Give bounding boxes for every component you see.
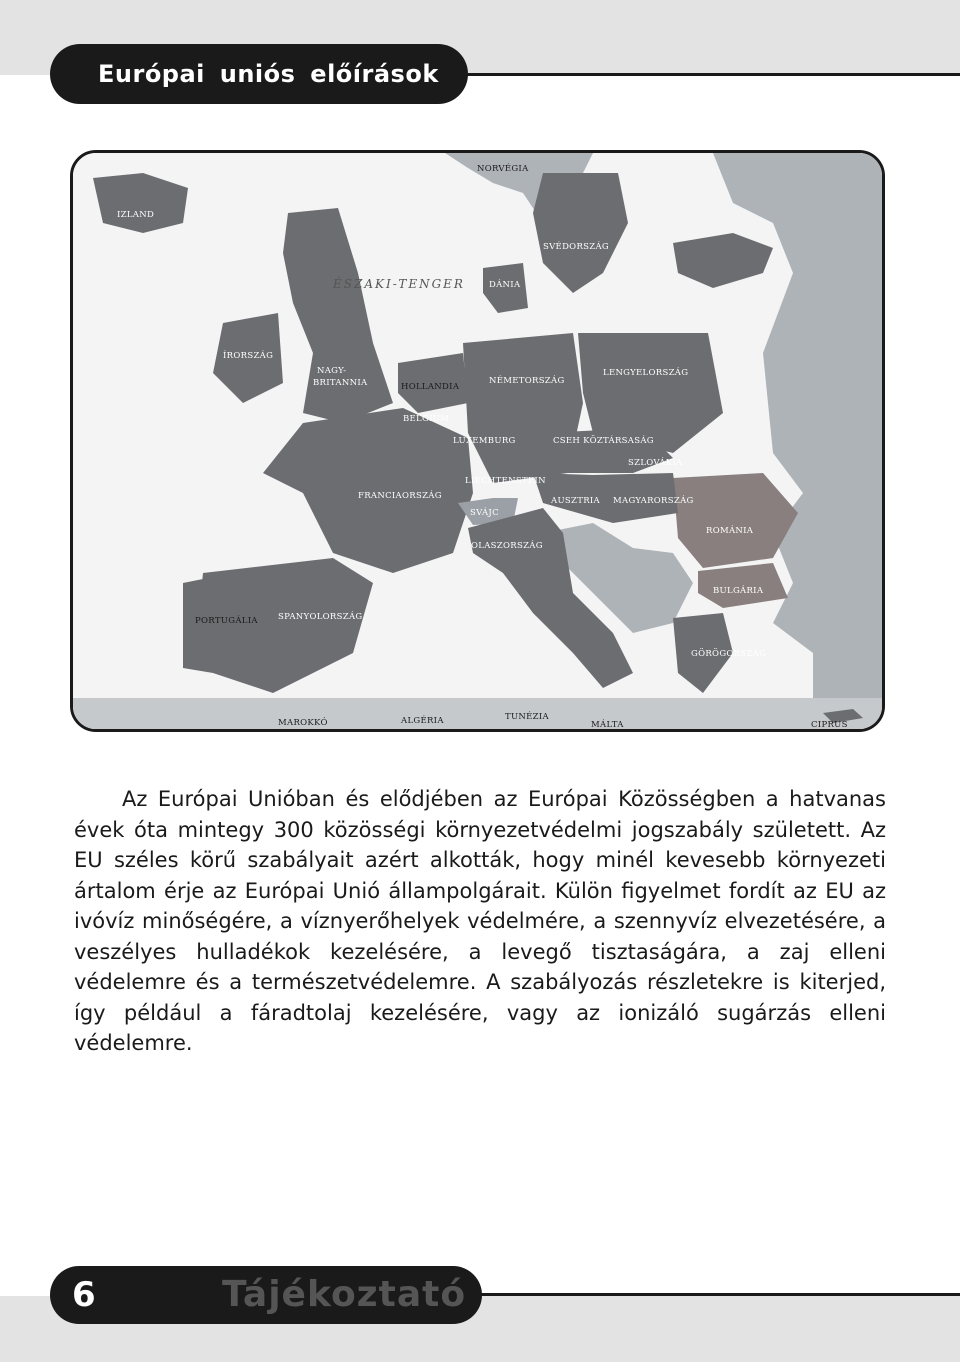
map-label-poland: LENGYELORSZÁG: [603, 368, 689, 378]
map-label-cyprus: CIPRUS: [811, 720, 848, 729]
top-rule: [440, 73, 960, 76]
map-label-france: FRANCIAORSZÁG: [358, 491, 442, 501]
north-africa-shape: [73, 698, 882, 729]
map-label-germany: NÉMETORSZÁG: [489, 376, 565, 386]
map-label-algeria: ALGÉRIA: [401, 716, 444, 726]
page-number: 6: [72, 1275, 96, 1315]
map-label-greece: GÖRÖGORSZÁG: [691, 649, 767, 659]
map-label-great-britain-2: BRITANNIA: [313, 378, 368, 388]
map-label-netherlands: HOLLANDIA: [401, 382, 460, 392]
map-label-sweden: SVÉDORSZÁG: [543, 242, 610, 252]
header-title: Európai uniós előírások: [98, 60, 439, 88]
map-label-italy: OLASZORSZÁG: [471, 541, 543, 551]
bottom-rule: [470, 1293, 960, 1296]
footer-title: Tájékoztató: [222, 1274, 467, 1315]
map-label-romania: ROMÁNIA: [706, 526, 754, 536]
map-label-czech: CSEH KÖZTÁRSASÁG: [553, 436, 654, 446]
map-label-austria: AUSZTRIA: [551, 496, 600, 506]
map-svg: [73, 153, 882, 729]
map-label-iceland: IZLAND: [117, 210, 155, 220]
map-label-slovakia: SZLOVÁKIA: [628, 458, 683, 468]
map-label-switzerland: SVÁJC: [470, 508, 499, 518]
map-label-spain: SPANYOLORSZÁG: [278, 612, 363, 622]
map-label-tunisia: TUNÉZIA: [505, 712, 549, 722]
map-label-malta: MÁLTA: [591, 720, 624, 729]
map-label-norway: NORVÉGIA: [477, 164, 529, 174]
map-label-ireland: ÍRORSZÁG: [223, 351, 274, 361]
map-label-liechtenstein: LIECHTENSTEIN: [465, 476, 546, 486]
map-label-morocco: MAROKKÓ: [278, 718, 328, 728]
body-paragraph: Az Európai Unióban és elődjében az Európai Közösségben a hatvanas évek óta mintegy 300 közösségi környezetvédelmi jogszabály született. Az EU széles körű szabályait azért alkották, hogy minél kevesebb környezeti ártalom érje az Európai Unió állampolgárait. Külön figyelmet fordít az EU az ivóvíz minőségére, a víznyerőhelyek védelmére, a szennyvíz elvezetésére, a veszélyes hulladékok kezelésére, a levegő tisztaságára, a zaj elleni védelemre és a természetvédelemre. A szabályozás részletekre is kiterjed, így például a fáradtolaj kezelésére, vagy az ionizáló sugárzás elleni védelemre.: [74, 787, 886, 1055]
sea-label: ÉSZAKI-TENGER: [333, 277, 465, 291]
map-label-hungary: MAGYARORSZÁG: [613, 496, 694, 506]
map-label-bulgaria: BULGÁRIA: [713, 586, 764, 596]
header-pill: [50, 44, 468, 104]
europe-map: [70, 150, 885, 732]
map-label-portugal: PORTUGÁLIA: [195, 616, 258, 626]
map-label-denmark: DÁNIA: [489, 280, 521, 290]
map-label-belgium: BELGIUM: [403, 414, 450, 424]
map-label-luxembourg: LUXEMBURG: [453, 436, 516, 446]
map-label-great-britain-1: NAGY-: [317, 366, 347, 376]
